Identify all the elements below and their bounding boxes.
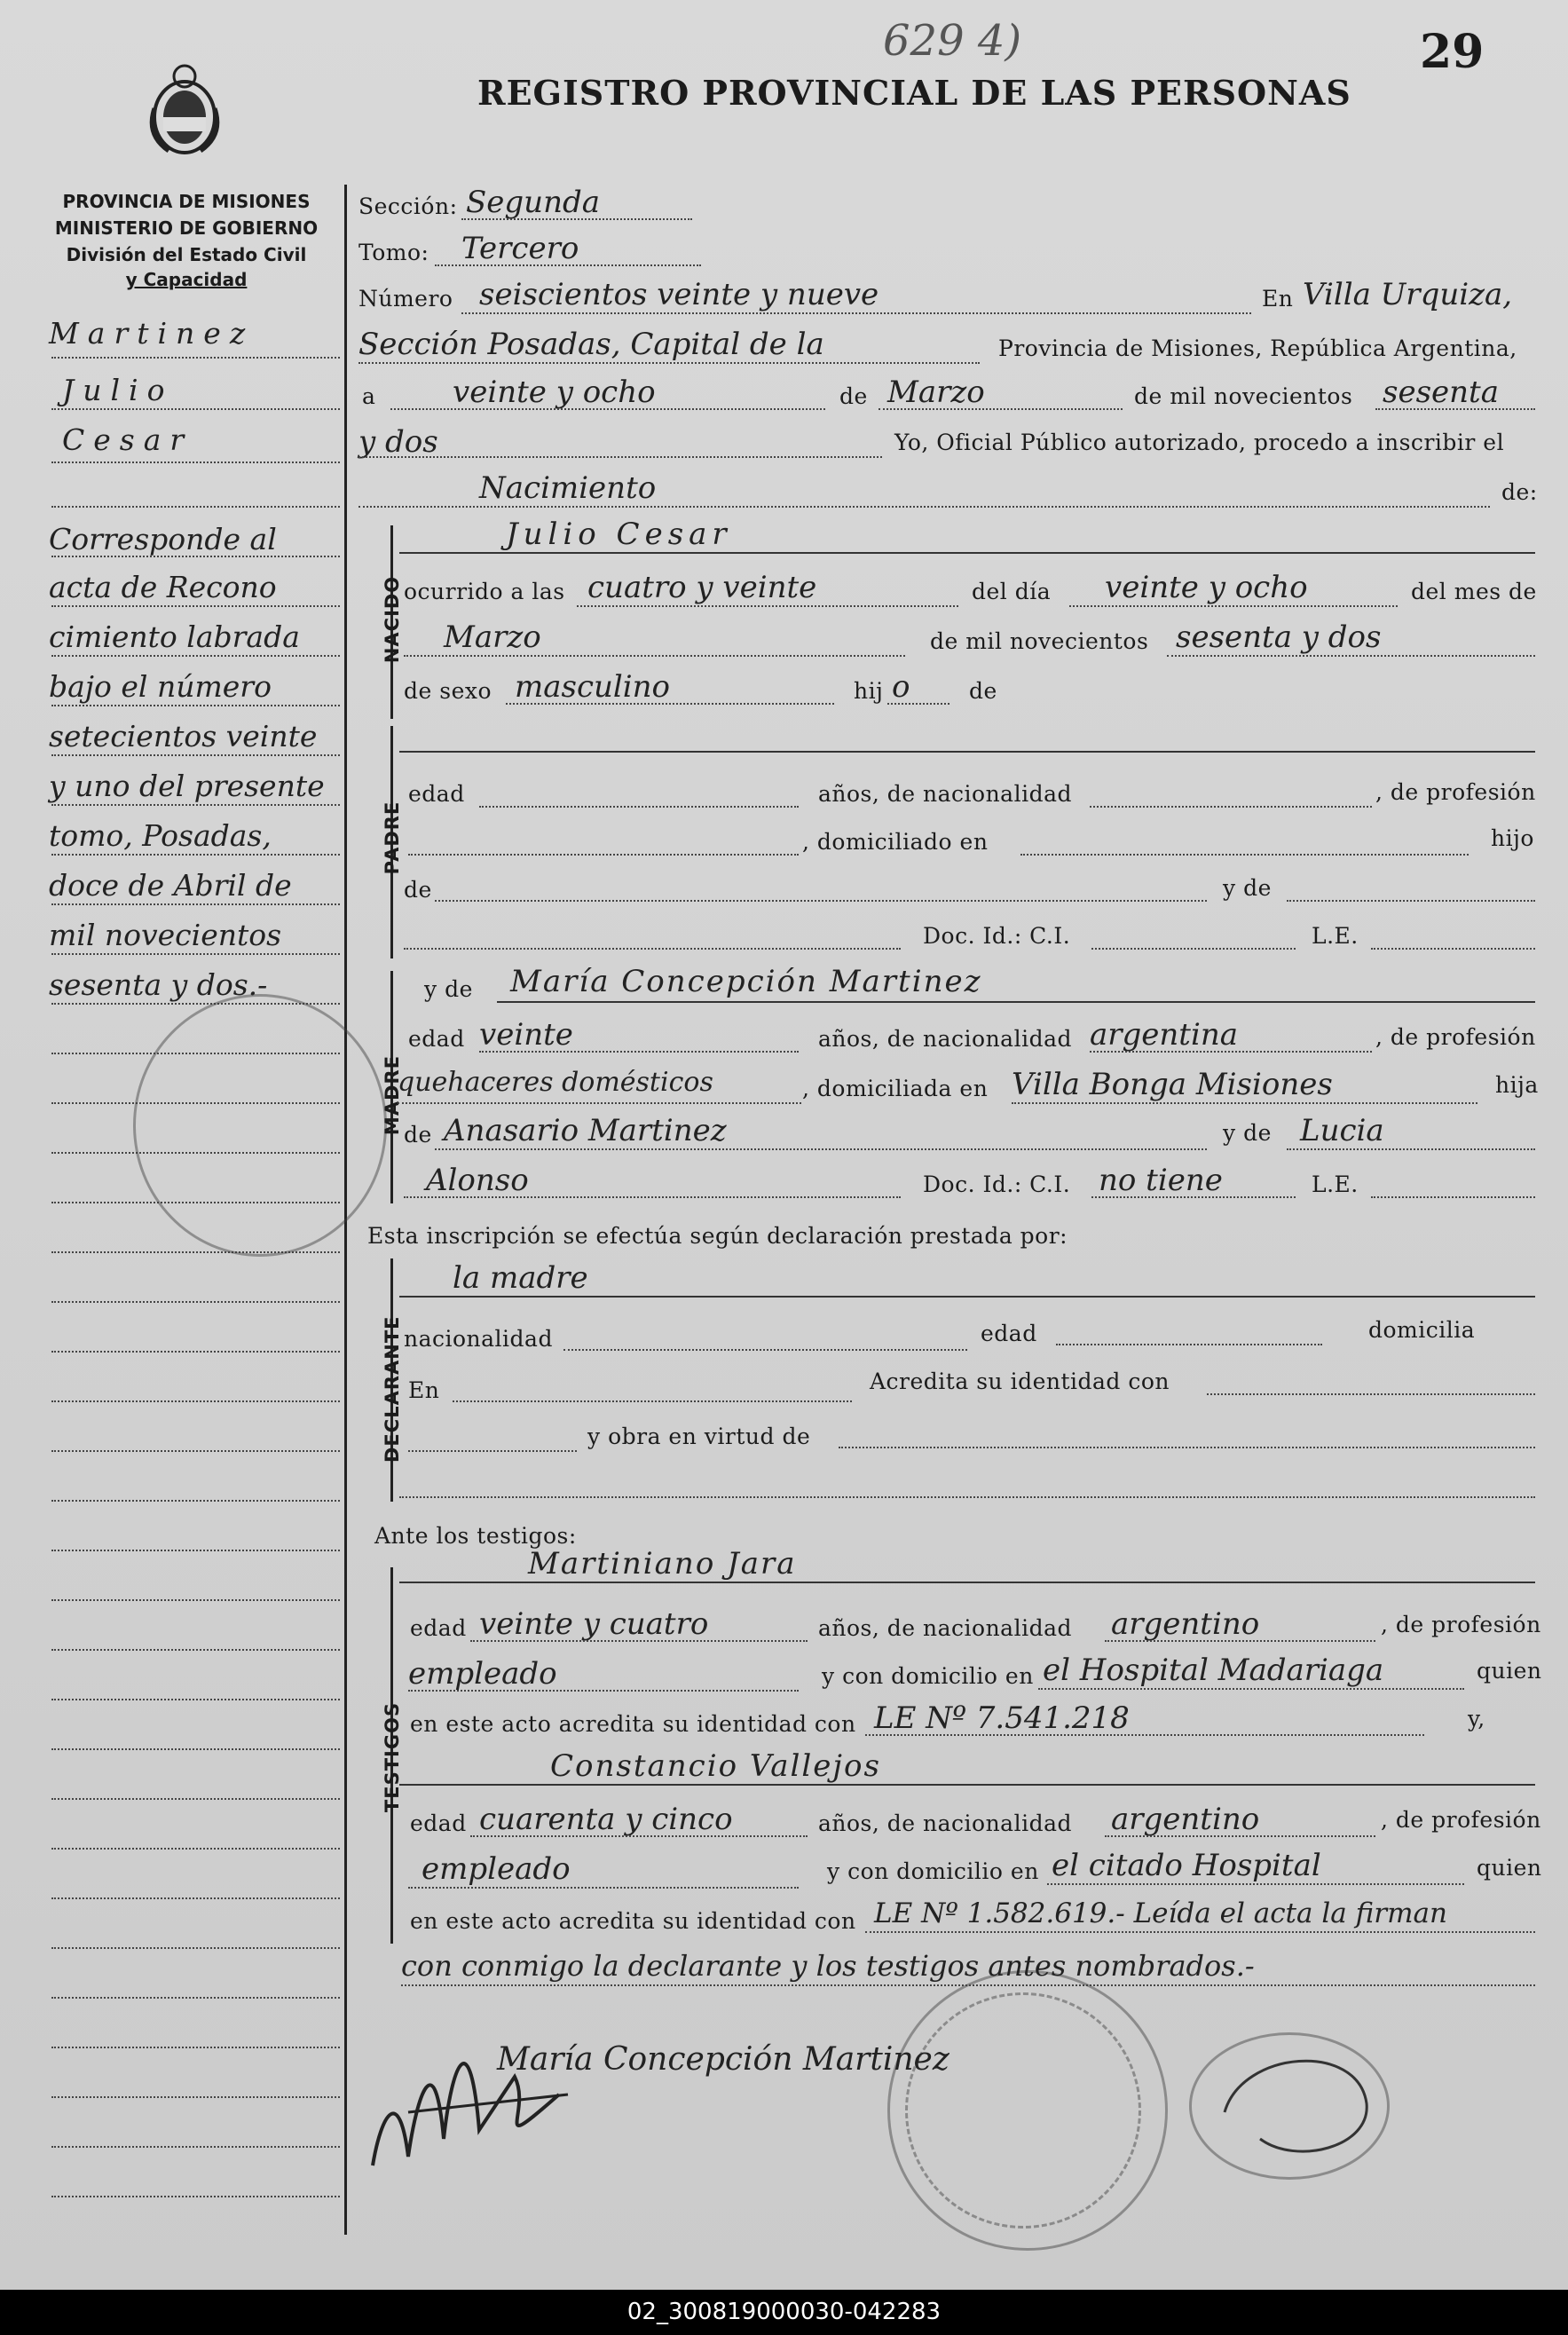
value-dia-nac: veinte y ocho — [1105, 570, 1308, 605]
label-de-mil-nac: de mil novecientos — [930, 628, 1149, 654]
margin-rule — [51, 357, 340, 359]
line — [1020, 854, 1469, 856]
line — [404, 948, 901, 950]
margin-rule — [51, 1798, 340, 1800]
margin-given-1: Julio — [62, 373, 174, 407]
value-madre-madre-2: Alonso — [426, 1163, 529, 1198]
margin-rule — [51, 1599, 340, 1601]
margin-rule — [51, 461, 340, 463]
value-anio-1: sesenta — [1383, 375, 1499, 410]
label-acredita-decl: Acredita su identidad con — [870, 1369, 1170, 1394]
value-dia: veinte y ocho — [453, 375, 656, 410]
margin-rule — [51, 854, 340, 856]
label-quien-t2: quien — [1477, 1855, 1542, 1881]
line — [1287, 1148, 1535, 1150]
line — [399, 1784, 1535, 1786]
label-le-madre: L.E. — [1312, 1171, 1359, 1197]
value-declarante: la madre — [453, 1260, 588, 1296]
margin-note-line: mil novecientos — [49, 918, 282, 952]
label-edad-decl: edad — [981, 1321, 1037, 1346]
margin-rule — [51, 2146, 340, 2148]
margin-rule — [51, 1649, 340, 1651]
margin-rule — [51, 1550, 340, 1551]
label-y-de-madre-2: y de — [1223, 1120, 1272, 1146]
margin-note-line: cimiento labrada — [49, 619, 300, 654]
margin-rule — [51, 953, 340, 955]
label-y-de-madre: y de — [424, 976, 473, 1002]
line — [1047, 1883, 1464, 1885]
line — [479, 806, 799, 808]
label-seccion: Sección: — [359, 193, 458, 219]
value-madre-dom: Villa Bonga Misiones — [1012, 1067, 1333, 1102]
line — [563, 1349, 967, 1351]
margin-rule — [51, 1450, 340, 1452]
label-de-sexo: de sexo — [404, 678, 492, 704]
margin-note-line: doce de Abril de — [49, 868, 292, 903]
value-madre-nombre: María Concepción Martinez — [510, 964, 982, 999]
label-de-mil: de mil novecientos — [1134, 383, 1353, 409]
line — [408, 1887, 799, 1889]
line — [1167, 655, 1535, 657]
label-de-padre: de — [404, 877, 432, 903]
label-de: de — [839, 383, 868, 409]
line — [461, 312, 1251, 314]
label-anos-t1: años, de nacionalidad — [818, 1615, 1072, 1641]
margin-rule — [51, 605, 340, 607]
value-t2-edad: cuarenta y cinco — [479, 1802, 733, 1837]
line — [1371, 1196, 1535, 1198]
line — [435, 900, 1207, 902]
value-closing: con conmigo la declarante y los testigos antes nombrados.- — [401, 1949, 1255, 1983]
label-hij: hij — [854, 678, 884, 704]
value-t1-edad: veinte y cuatro — [479, 1606, 709, 1642]
label-domicilia-decl: domicilia — [1368, 1317, 1476, 1343]
margin-rule — [51, 1500, 340, 1502]
label-nacionalidad-decl: nacionalidad — [404, 1326, 553, 1352]
value-t2-prof: empleado — [422, 1851, 571, 1887]
label-con-domicilio-t2: y con domicilio en — [827, 1858, 1039, 1884]
value-madre-padre: Anasario Martinez — [444, 1113, 727, 1148]
label-en-decl: En — [408, 1377, 440, 1403]
handwritten-reference: 629 4) — [883, 16, 1022, 66]
line — [1090, 1051, 1372, 1053]
label-anos-t2: años, de nacionalidad — [818, 1810, 1072, 1836]
label-tomo: Tomo: — [359, 240, 429, 265]
line — [399, 751, 1535, 753]
line — [1375, 408, 1535, 410]
margin-note-line: acta de Recono — [49, 570, 277, 604]
margin-rule — [51, 2096, 340, 2098]
image-footer-id: 02_300819000030-042283 — [0, 2290, 1568, 2335]
office-province: PROVINCIA DE MISIONES — [62, 191, 311, 212]
document-title: REGISTRO PROVINCIAL DE LAS PERSONAS — [477, 73, 1351, 113]
label-testigos-intro: Ante los testigos: — [374, 1523, 577, 1549]
label-hijo: hijo — [1491, 825, 1534, 851]
margin-rule — [51, 1301, 340, 1303]
official-stamp-inner — [905, 1992, 1141, 2229]
value-t2-doc: LE Nº 1.582.619.- Leída el acta la firman — [874, 1897, 1447, 1929]
value-hora: cuatro y veinte — [587, 570, 817, 605]
line — [1207, 1393, 1535, 1395]
value-anio-nac: sesenta y dos — [1176, 619, 1382, 655]
label-profesion-padre: , de profesión — [1375, 779, 1536, 805]
value-t2-dom: el citado Hospital — [1052, 1848, 1321, 1883]
value-t1-nombre: Martiniano Jara — [528, 1546, 797, 1582]
line — [359, 362, 980, 364]
value-numero: seiscientos veinte y nueve — [479, 277, 879, 312]
line — [408, 854, 799, 856]
line — [404, 655, 905, 657]
value-madre-prof: quehaceres domésticos — [398, 1067, 713, 1098]
label-edad-t1: edad — [410, 1615, 467, 1641]
value-mes-nac: Marzo — [444, 619, 541, 655]
label-domiciliada: , domiciliada en — [802, 1076, 989, 1101]
margin-rule — [51, 2047, 340, 2048]
label-profesion-t1: , de profesión — [1381, 1612, 1541, 1637]
margin-rule — [51, 1351, 340, 1353]
label-de-madre: de — [404, 1122, 432, 1148]
margin-rule — [51, 655, 340, 657]
line — [879, 408, 1123, 410]
margin-rule — [51, 1400, 340, 1402]
value-t1-prof: empleado — [408, 1656, 557, 1692]
label-declarante: DECLARANTE — [382, 1315, 403, 1463]
margin-note-line: tomo, Posadas, — [49, 818, 272, 853]
margin-note-line: sesenta y dos.- — [49, 967, 268, 1002]
value-madre-nac: argentina — [1090, 1017, 1239, 1053]
value-tomo: Tercero — [461, 231, 579, 266]
signature-official — [355, 2006, 586, 2183]
margin-note-line: bajo el número — [49, 669, 272, 704]
margin-rule — [51, 705, 340, 706]
label-testigos: TESTIGOS — [382, 1701, 403, 1813]
margin-rule — [51, 556, 340, 557]
label-anos-padre: años, de nacionalidad — [818, 781, 1072, 807]
label-doc-padre: Doc. Id.: C.I. — [923, 923, 1071, 949]
signature-mother: María Concepción Martinez — [497, 2041, 949, 2078]
label-yo: Yo, Oficial Público autorizado, procedo a inscribir el — [894, 430, 1505, 455]
label-del-mes: del mes de — [1411, 579, 1537, 604]
line — [1056, 1344, 1322, 1345]
official-stamp — [133, 994, 387, 1257]
line — [359, 506, 1490, 508]
label-nacido: NACIDO — [382, 575, 403, 664]
label-este-acto-t2: en este acto acredita su identidad con — [410, 1908, 856, 1934]
label-inscripcion: Esta inscripción se efectúa según declaración prestada por: — [367, 1223, 1068, 1249]
line — [1069, 605, 1398, 607]
signature-mark — [1207, 2032, 1384, 2174]
label-en: En — [1262, 286, 1294, 312]
line — [1105, 1835, 1375, 1837]
margin-note-line: setecientos veinte — [49, 719, 318, 753]
line — [399, 1496, 1535, 1498]
value-anio-2: y dos — [359, 424, 438, 460]
line — [865, 1734, 1424, 1736]
line — [1105, 1640, 1375, 1642]
line — [497, 1001, 1535, 1003]
label-edad-madre: edad — [408, 1026, 465, 1052]
label-madre: MADRE — [382, 1054, 403, 1136]
line — [399, 1296, 1535, 1298]
office-block — [35, 191, 337, 290]
line — [470, 1835, 808, 1837]
line — [577, 605, 958, 607]
value-seccion: Segunda — [466, 185, 601, 220]
line — [1091, 948, 1296, 950]
line — [1091, 1196, 1296, 1198]
label-quien-t1: quien — [1477, 1658, 1542, 1684]
margin-rule — [51, 1251, 340, 1253]
label-de-nac: de — [969, 678, 997, 704]
label-con-domicilio-t1: y con domicilio en — [822, 1663, 1034, 1689]
margin-note-line: Corresponde al — [49, 522, 277, 556]
label-profesion-t2: , de profesión — [1381, 1807, 1541, 1833]
margin-rule — [51, 1897, 340, 1899]
value-madre-edad: veinte — [479, 1017, 573, 1053]
line — [1038, 1688, 1464, 1690]
line — [506, 703, 834, 705]
line — [404, 1196, 901, 1198]
label-y-de-padre: y de — [1223, 875, 1272, 901]
line — [887, 703, 949, 705]
label-edad-padre: edad — [408, 781, 465, 807]
label-del-dia: del día — [972, 579, 1052, 604]
label-obra-decl: y obra en virtud de — [587, 1424, 811, 1449]
margin-given-2: Cesar — [62, 422, 193, 457]
margin-rule — [51, 1848, 340, 1850]
line — [1371, 948, 1535, 950]
coat-of-arms-emblem — [142, 55, 227, 158]
margin-rule — [51, 506, 340, 508]
line — [453, 1400, 852, 1402]
value-t2-nombre: Constancio Vallejos — [550, 1748, 881, 1784]
line — [435, 1148, 1207, 1150]
page-number: 29 — [1420, 25, 1485, 79]
line — [839, 1447, 1535, 1448]
label-anos-madre: años, de nacionalidad — [818, 1026, 1072, 1052]
office-division: División del Estado Civil — [66, 244, 307, 265]
label-profesion-madre: , de profesión — [1375, 1024, 1536, 1050]
value-mes: Marzo — [887, 375, 985, 410]
margin-rule — [51, 1699, 340, 1700]
line — [408, 1690, 799, 1692]
value-t1-nac: argentino — [1111, 1606, 1260, 1642]
value-sexo: masculino — [515, 669, 671, 705]
line — [1012, 1102, 1477, 1104]
line — [398, 1102, 801, 1104]
label-este-acto-t1: en este acto acredita su identidad con — [410, 1711, 856, 1737]
margin-rule — [51, 903, 340, 905]
value-madre-doc: no tiene — [1099, 1163, 1223, 1198]
label-doc-madre: Doc. Id.: C.I. — [923, 1171, 1071, 1197]
line — [399, 1582, 1535, 1583]
value-hij-suffix: o — [892, 669, 910, 705]
line — [408, 1450, 577, 1452]
line — [865, 1931, 1535, 1933]
line — [470, 1640, 808, 1642]
label-y-t1: y, — [1468, 1706, 1485, 1732]
line — [399, 552, 1535, 554]
line — [435, 264, 701, 266]
label-numero: Número — [359, 286, 453, 312]
line — [1287, 900, 1535, 902]
label-de-colon: de: — [1501, 479, 1538, 505]
label-edad-t2: edad — [410, 1810, 467, 1836]
label-hija: hija — [1495, 1072, 1539, 1098]
margin-rule — [51, 1748, 340, 1750]
label-padre: PADRE — [382, 801, 403, 875]
value-en: Villa Urquiza, — [1303, 277, 1513, 312]
margin-rule — [51, 2196, 340, 2197]
margin-note-line: y uno del presente — [49, 769, 325, 803]
value-seccion-lugar: Sección Posadas, Capital de la — [359, 327, 824, 362]
label-provincia: Provincia de Misiones, República Argentina, — [998, 335, 1517, 361]
value-t1-doc: LE Nº 7.541.218 — [874, 1700, 1130, 1736]
office-ministry: MINISTERIO DE GOBIERNO — [54, 217, 319, 239]
value-nombre: Julio Cesar — [506, 517, 732, 552]
value-t2-nac: argentino — [1111, 1802, 1260, 1837]
line — [390, 408, 825, 410]
line — [479, 1051, 799, 1053]
value-madre-madre-1: Lucia — [1300, 1113, 1384, 1148]
value-acto: Nacimiento — [479, 470, 657, 506]
margin-rule — [51, 1947, 340, 1949]
label-domiciliado: , domiciliado en — [802, 829, 989, 855]
margin-rule — [51, 408, 340, 410]
margin-rule — [51, 804, 340, 806]
office-capacity: y Capacidad — [125, 269, 248, 290]
margin-rule — [51, 754, 340, 756]
line — [1090, 806, 1372, 808]
label-le-padre: L.E. — [1312, 923, 1359, 949]
margin-surname: Martinez — [49, 316, 255, 351]
line — [359, 456, 882, 458]
label-a: a — [362, 383, 376, 409]
line — [401, 1984, 1535, 1986]
value-t1-dom: el Hospital Madariaga — [1043, 1653, 1384, 1688]
label-ocurrido: ocurrido a las — [404, 579, 565, 604]
margin-rule — [51, 1997, 340, 1999]
line — [461, 218, 692, 220]
